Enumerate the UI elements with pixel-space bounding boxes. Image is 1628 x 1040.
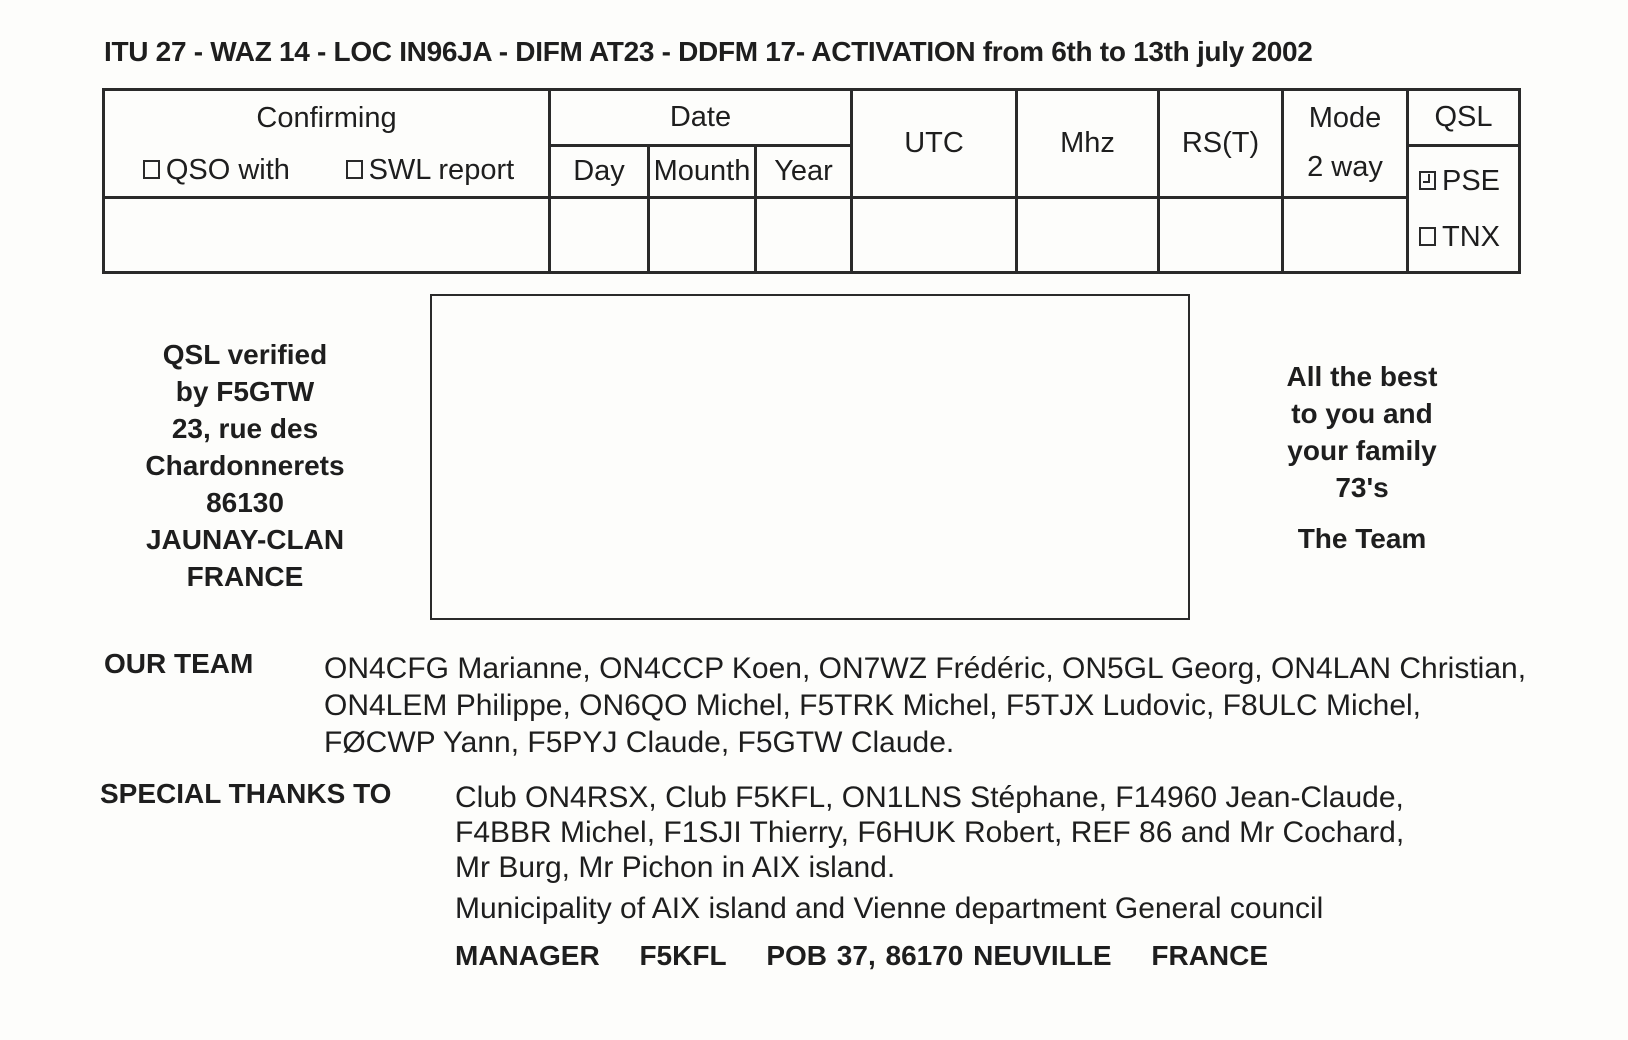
address-line: FRANCE — [186, 561, 304, 592]
manager-address: POB 37, 86170 NEUVILLE — [766, 940, 1112, 971]
greeting-signoff: The Team — [1297, 523, 1427, 554]
municipality-line: Municipality of AIX island and Vienne department General council — [455, 892, 1324, 925]
qso-with-option[interactable]: QSO with — [139, 154, 290, 187]
manager-label: MANAGER — [455, 940, 600, 971]
confirming-options — [104, 145, 550, 197]
greeting-block — [1232, 358, 1492, 557]
day-header: Day — [550, 145, 649, 197]
address-line: by F5GTW — [175, 376, 315, 407]
special-thanks-label: SPECIAL THANKS TO — [100, 778, 392, 809]
address-line: QSL verified — [162, 339, 328, 370]
month-entry[interactable] — [649, 197, 756, 272]
manager-country: FRANCE — [1151, 940, 1269, 971]
tnx-option[interactable]: TNX — [1415, 209, 1518, 265]
utc-entry[interactable] — [852, 197, 1017, 272]
verifier-address — [110, 336, 380, 595]
callsign-entry[interactable] — [104, 197, 550, 272]
address-line: 23, rue des — [171, 413, 319, 444]
qso-log-table — [102, 88, 1521, 274]
greeting-line: your family — [1287, 435, 1437, 466]
address-line: Chardonnerets — [145, 450, 345, 481]
pse-checkbox[interactable] — [1419, 171, 1436, 190]
date-header: Date — [550, 90, 852, 146]
mhz-entry[interactable] — [1017, 197, 1159, 272]
special-thanks-list — [455, 780, 1404, 926]
tnx-checkbox[interactable] — [1419, 227, 1436, 246]
team-line: ON4CFG Marianne, ON4CCP Koen, ON7WZ Frédéric, ON5GL Georg, ON4LAN Christian, — [324, 652, 1527, 685]
manager-call: F5KFL — [639, 940, 727, 971]
mode-value: 2 way — [1283, 145, 1408, 197]
rst-header: RS(T) — [1159, 90, 1283, 198]
thanks-line: Mr Burg, Mr Pichon in AIX island. — [455, 851, 896, 884]
year-header: Year — [756, 145, 852, 197]
swl-report-checkbox[interactable] — [346, 160, 363, 179]
swl-report-option[interactable]: SWL report — [342, 154, 515, 187]
mode-header: Mode — [1283, 90, 1408, 146]
rst-entry[interactable] — [1159, 197, 1283, 272]
team-line: ON4LEM Philippe, ON6QO Michel, F5TRK Michel, F5TJX Ludovic, F8ULC Michel, — [324, 689, 1422, 722]
address-line: 86130 — [206, 487, 284, 518]
team-line: FØCWP Yann, F5PYJ Claude, F5GTW Claude. — [324, 726, 955, 759]
pse-option[interactable]: PSE — [1415, 153, 1518, 209]
month-header: Mounth — [649, 145, 756, 197]
manager-line — [455, 940, 1298, 972]
greeting-line: to you and — [1291, 398, 1433, 429]
thanks-line: Club ON4RSX, Club F5KFL, ON1LNS Stéphane, F14960 Jean-Claude, — [455, 781, 1404, 814]
qsl-options — [1408, 145, 1520, 272]
qso-with-checkbox[interactable] — [143, 160, 160, 179]
confirming-header: Confirming — [104, 90, 550, 146]
greeting-line: 73's — [1335, 472, 1389, 503]
mhz-header: Mhz — [1017, 90, 1159, 198]
mode-entry[interactable] — [1283, 197, 1408, 272]
year-entry[interactable] — [756, 197, 852, 272]
greeting-line: All the best — [1286, 361, 1438, 392]
utc-header: UTC — [852, 90, 1017, 198]
thanks-line: F4BBR Michel, F1SJI Thierry, F6HUK Robert, REF 86 and Mr Cochard, — [455, 816, 1405, 849]
blank-frame — [430, 294, 1190, 620]
our-team-label: OUR TEAM — [104, 648, 254, 679]
card-header: ITU 27 - WAZ 14 - LOC IN96JA - DIFM AT23 - DDFM 17- ACTIVATION from 6th to 13th july 2002 — [104, 36, 1313, 67]
our-team-list — [324, 650, 1526, 761]
qsl-header: QSL — [1408, 90, 1520, 146]
day-entry[interactable] — [550, 197, 649, 272]
address-line: JAUNAY-CLAN — [145, 524, 345, 555]
